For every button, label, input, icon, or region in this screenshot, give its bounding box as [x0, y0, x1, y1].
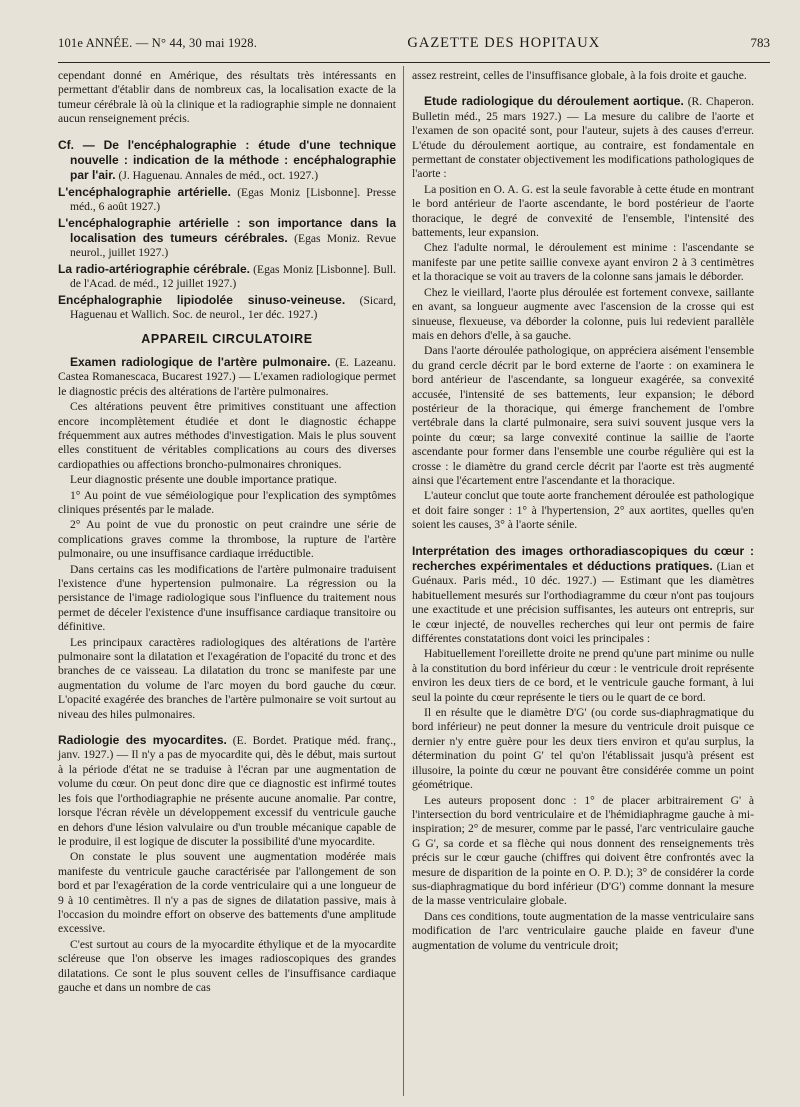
- article-paragraph: Chez le vieillard, l'aorte plus déroulée est fortement convexe, saillante en avant, sa longueur augmente avec l'ascension de la crosse qui est sinueuse, flexueuse, va déborder la colonne, puis lui redevient parallèle mais en dehors d'elle, à sa gauche.: [412, 285, 754, 342]
- bib-entry: L'encéphalographie artérielle : son importance dans la localisation des tumeurs cérébrales. (Egas Moniz. Revue neurol., juillet 1927.): [58, 215, 397, 260]
- article-paragraph: Habituellement l'oreillette droite ne prend qu'une part minime ou nulle à la constitution du bord inférieur du cœur : le ventricule droit représente environ les deux tiers de ce bord, et le ventricule gauche formant, à lui seul la pointe du cœur représente le tiers ou le quart de ce bord.: [412, 647, 754, 704]
- right-column: [412, 69, 754, 954]
- article-paragraph: Dans l'aorte déroulée pathologique, on appréciera aisément l'ensemble du grand cercle décrit par le bord externe de l'aorte : on examinera le bord antérieur de l'ascendante, sa longueur exagérée, sa convexité accusée, l'intensité de ses battements, leur expansion; le débord postérieur de la thoracique, qui émerge franchement de l'ombre vertébrale dans la clarté pulmonaire, sera suivi souvent jusque vers la pointe du cœur; sa large convexité continue la saillie de l'aorte ascendante pour former dans l'ensemble une courbe régulière qui est la crosse : le diamètre du grand cercle décrit par l'aorte est très augmenté ainsi que l'écartement entre l'ascendante et la thoracique.: [412, 344, 754, 487]
- article-paragraph: Dans ces conditions, toute augmentation de la masse ventriculaire sans modification de l'arc ventriculaire gauche plaide en faveur d'une augmentation de volume du ventricule droit;: [412, 909, 754, 952]
- article-paragraph: 2° Au point de vue du pronostic on peut craindre une série de complications graves comme la thrombose, la rupture de l'artère pulmonaire, ou une insuffisance cardiaque irréductible.: [58, 518, 396, 561]
- article-paragraph: La position en O. A. G. est la seule favorable à cette étude en montrant le bord antérieur de l'aorte ascendante, le bord postérieur de l'aorte thoracique, le degré de convexité de l'ensemble, l'intensité des battements, leur expansion.: [412, 182, 754, 240]
- article-lead: Interprétation des images orthoradiascopiques du cœur : recherches expérimentales et déductions pratiques. (Lian et Guénaux. Paris méd., 10 déc. 1927.) — Estimant que les diamètres habituellement mesurés sur l'orthodiagramme du cœur n'ont pas toujours une exactitude et une précision suffisantes, les auteurs ont entrepris, sur le cœur injecté, de nouvelles recherches qui leur ont permis de faire différentes constatations dont voici les principales :: [412, 543, 755, 646]
- article-paragraph: Dans certains cas les modifications de l'artère pulmonaire traduisent l'existence d'une hypertension pulmonaire. La régression ou la persistance de l'image radiologique sous l'influence du traitement nous permet de déceler l'existence d'une insuffisance cardiaque transitoire ou définitive.: [58, 562, 396, 634]
- article-lead: Examen radiologique de l'artère pulmonaire. (E. Lazeanu. Castea Romanescaca, Bucarest 1927.) — L'examen radiologique permet le diagnostic précis des altérations de l'artère pulmonaires.: [58, 354, 397, 398]
- article-paragraph: 1° Au point de vue séméiologique pour l'explication des symptômes cliniques présentés par le malade.: [58, 488, 396, 516]
- journal-title: GAZETTE DES HOPITAUX: [407, 34, 601, 51]
- article-paragraph: Il en résulte que le diamètre D'G' (ou corde sus-diaphragmatique du bord inférieur) ne peut donner la mesure du ventricule droit puisque ce dernier n'y entre guère pour les deux tiers environ et qu'au surplus, la détermination du point G' tel qu'on l'établissait jusqu'à présent est illusoire, la pointe du cœur ne pouvant être considérée comme un point géométrique.: [412, 706, 754, 792]
- article-paragraph: Ces altérations peuvent être primitives constituant une affection encore incomplètement étudiée et dont le diagnostic échappe fréquemment aux autres méthodes d'investigation. Mais le plus souvent elles constituent de véritables complications au cours des diverses cardiopathies ou affections broncho-pulmonaires chroniques.: [58, 400, 396, 471]
- page-number: 783: [750, 35, 770, 50]
- article-paragraph: C'est surtout au cours de la myocardite éthylique et de la myocardite scléreuse que l'on observe les images radioscopiques des grandes dilatations. Ce sont le plus souvent celles de l'insuffisance cardiaque gauche et dans un nombre de cas: [58, 937, 396, 994]
- issue-info: 101e ANNÉE. — N° 44, 30 mai 1928.: [58, 35, 258, 50]
- article-lead: Radiologie des myocardites. (E. Bordet. Pratique méd. franç., janv. 1927.) — Il n'y a pas de myocardite qui, dès le début, mais surtout à la période d'état ne se traduise à l'écran par une augmentation de volume du cœur. On peut donc dire que ce diagnostic est infirmé toutes les fois que l'orthodiagraphie ne présente aucune anomalie. Par contre, lorsque l'écran révèle un développement excessif du ventricule gauche en dehors d'une lésion valvulaire ou d'un trouble mécanique capable de le produire, il est logique de discuter la possibilité d'une myocardite.: [58, 733, 396, 848]
- article-paragraph: Chez l'adulte normal, le déroulement est minime : l'ascendante se manifeste par une petite saillie convexe ayant environ 2 à 3 centimètres et la thoracique se voit au travers de la colonne sans jamais le déborder.: [412, 241, 754, 284]
- intro-paragraph: cependant donné en Amérique, des résultats très intéressants en permettant d'établir dans de nombreux cas, la localisation exacte de la tumeur cérébrale là où la clinique et la radiographie simple ne donnaient aucun renseignement précis.: [58, 69, 396, 126]
- section-heading: APPAREIL CIRCULATOIRE: [141, 331, 313, 346]
- article-lead: Etude radiologique du déroulement aortique. (R. Chaperon. Bulletin méd., 25 mars 1927.) — La mesure du calibre de l'aorte et l'examen de son opacité sont, pour l'auteur, sujets à des causes d'erreur. L'étude du déroulement aortique, au contraire, est fondamentale en permettant de constater objectivement les modifications pathologiques de l'aorte :: [412, 94, 755, 181]
- article-paragraph: Les principaux caractères radiologiques des altérations de l'artère pulmonaire sont la dilatation et l'exagération de l'opacité du tronc et des branches de ce vaisseau. La dilatation du tronc se manifeste par une augmentation du volume de l'arc moyen du bord gauche du cœur. L'opacité exagérée des branches de l'artère pulmonaire se voit surtout au niveau des hiles pulmonaires.: [58, 635, 396, 721]
- page-header: [58, 28, 770, 58]
- bib-entry: Cf. — De l'encéphalographie : étude d'une technique nouvelle : indication de la méthode : encéphalographie par l'air. (J. Haguenau. Annales de méd., oct. 1927.): [58, 137, 396, 183]
- bib-entry: L'encéphalographie artérielle. (Egas Moniz [Lisbonne]. Presse méd., 6 août 1927.): [58, 184, 396, 214]
- header-rule: [58, 62, 770, 63]
- continued-paragraph: assez restreint, celles de l'insuffisance globale, à la fois droite et gauche.: [412, 69, 747, 82]
- article-paragraph: On constate le plus souvent une augmentation modérée mais manifeste du ventricule gauche caractérisée par l'allongement de son bord et par l'exagération de la corde ventriculaire qui a une longueur de 9 à 10 centimètres. Il n'y a pas de signes de dilatation passive, mais à l'occasion du moindre effort on observe des battements d'une amplitude excessive.: [58, 850, 396, 936]
- bib-entry: Encéphalographie lipiodolée sinuso-veineuse. (Sicard, Haguenau et Wallich. Soc. de neurol., 1er déc. 1927.): [58, 292, 396, 322]
- column-divider: [403, 66, 404, 1096]
- article-paragraph: Les auteurs proposent donc : 1° de placer arbitrairement G' à l'intersection du bord ventriculaire et de l'hémidiaphragme gauche à mi-inspiration; 2° de mesurer, comme par le passé, l'arc ventriculaire gauche G G', sa corde et sa flèche qui nous donnent des renseignements très précis sur le cœur gauche (chiffres qui doivent être confrontés avec la mesure de disparition de la pointe en O. P. D.); 3° de considérer la corde sus-diaphragmatique du bord inférieur (D'G') comme donnant la mesure de la masse ventriculaire globale.: [412, 793, 754, 908]
- bib-entry: La radio-artériographie cérébrale. (Egas Moniz [Lisbonne]. Bull. de l'Acad. de méd., 12 juillet 1927.): [58, 261, 396, 291]
- article-paragraph: L'auteur conclut que toute aorte franchement déroulée est pathologique et doit faire songer : 1° à l'hypertension, 2° aux aortites, quelles qu'en soient les causes, 3° à l'aorte sénile.: [412, 489, 754, 532]
- left-column: [58, 69, 396, 996]
- article-paragraph: Leur diagnostic présente une double importance pratique.: [70, 473, 337, 487]
